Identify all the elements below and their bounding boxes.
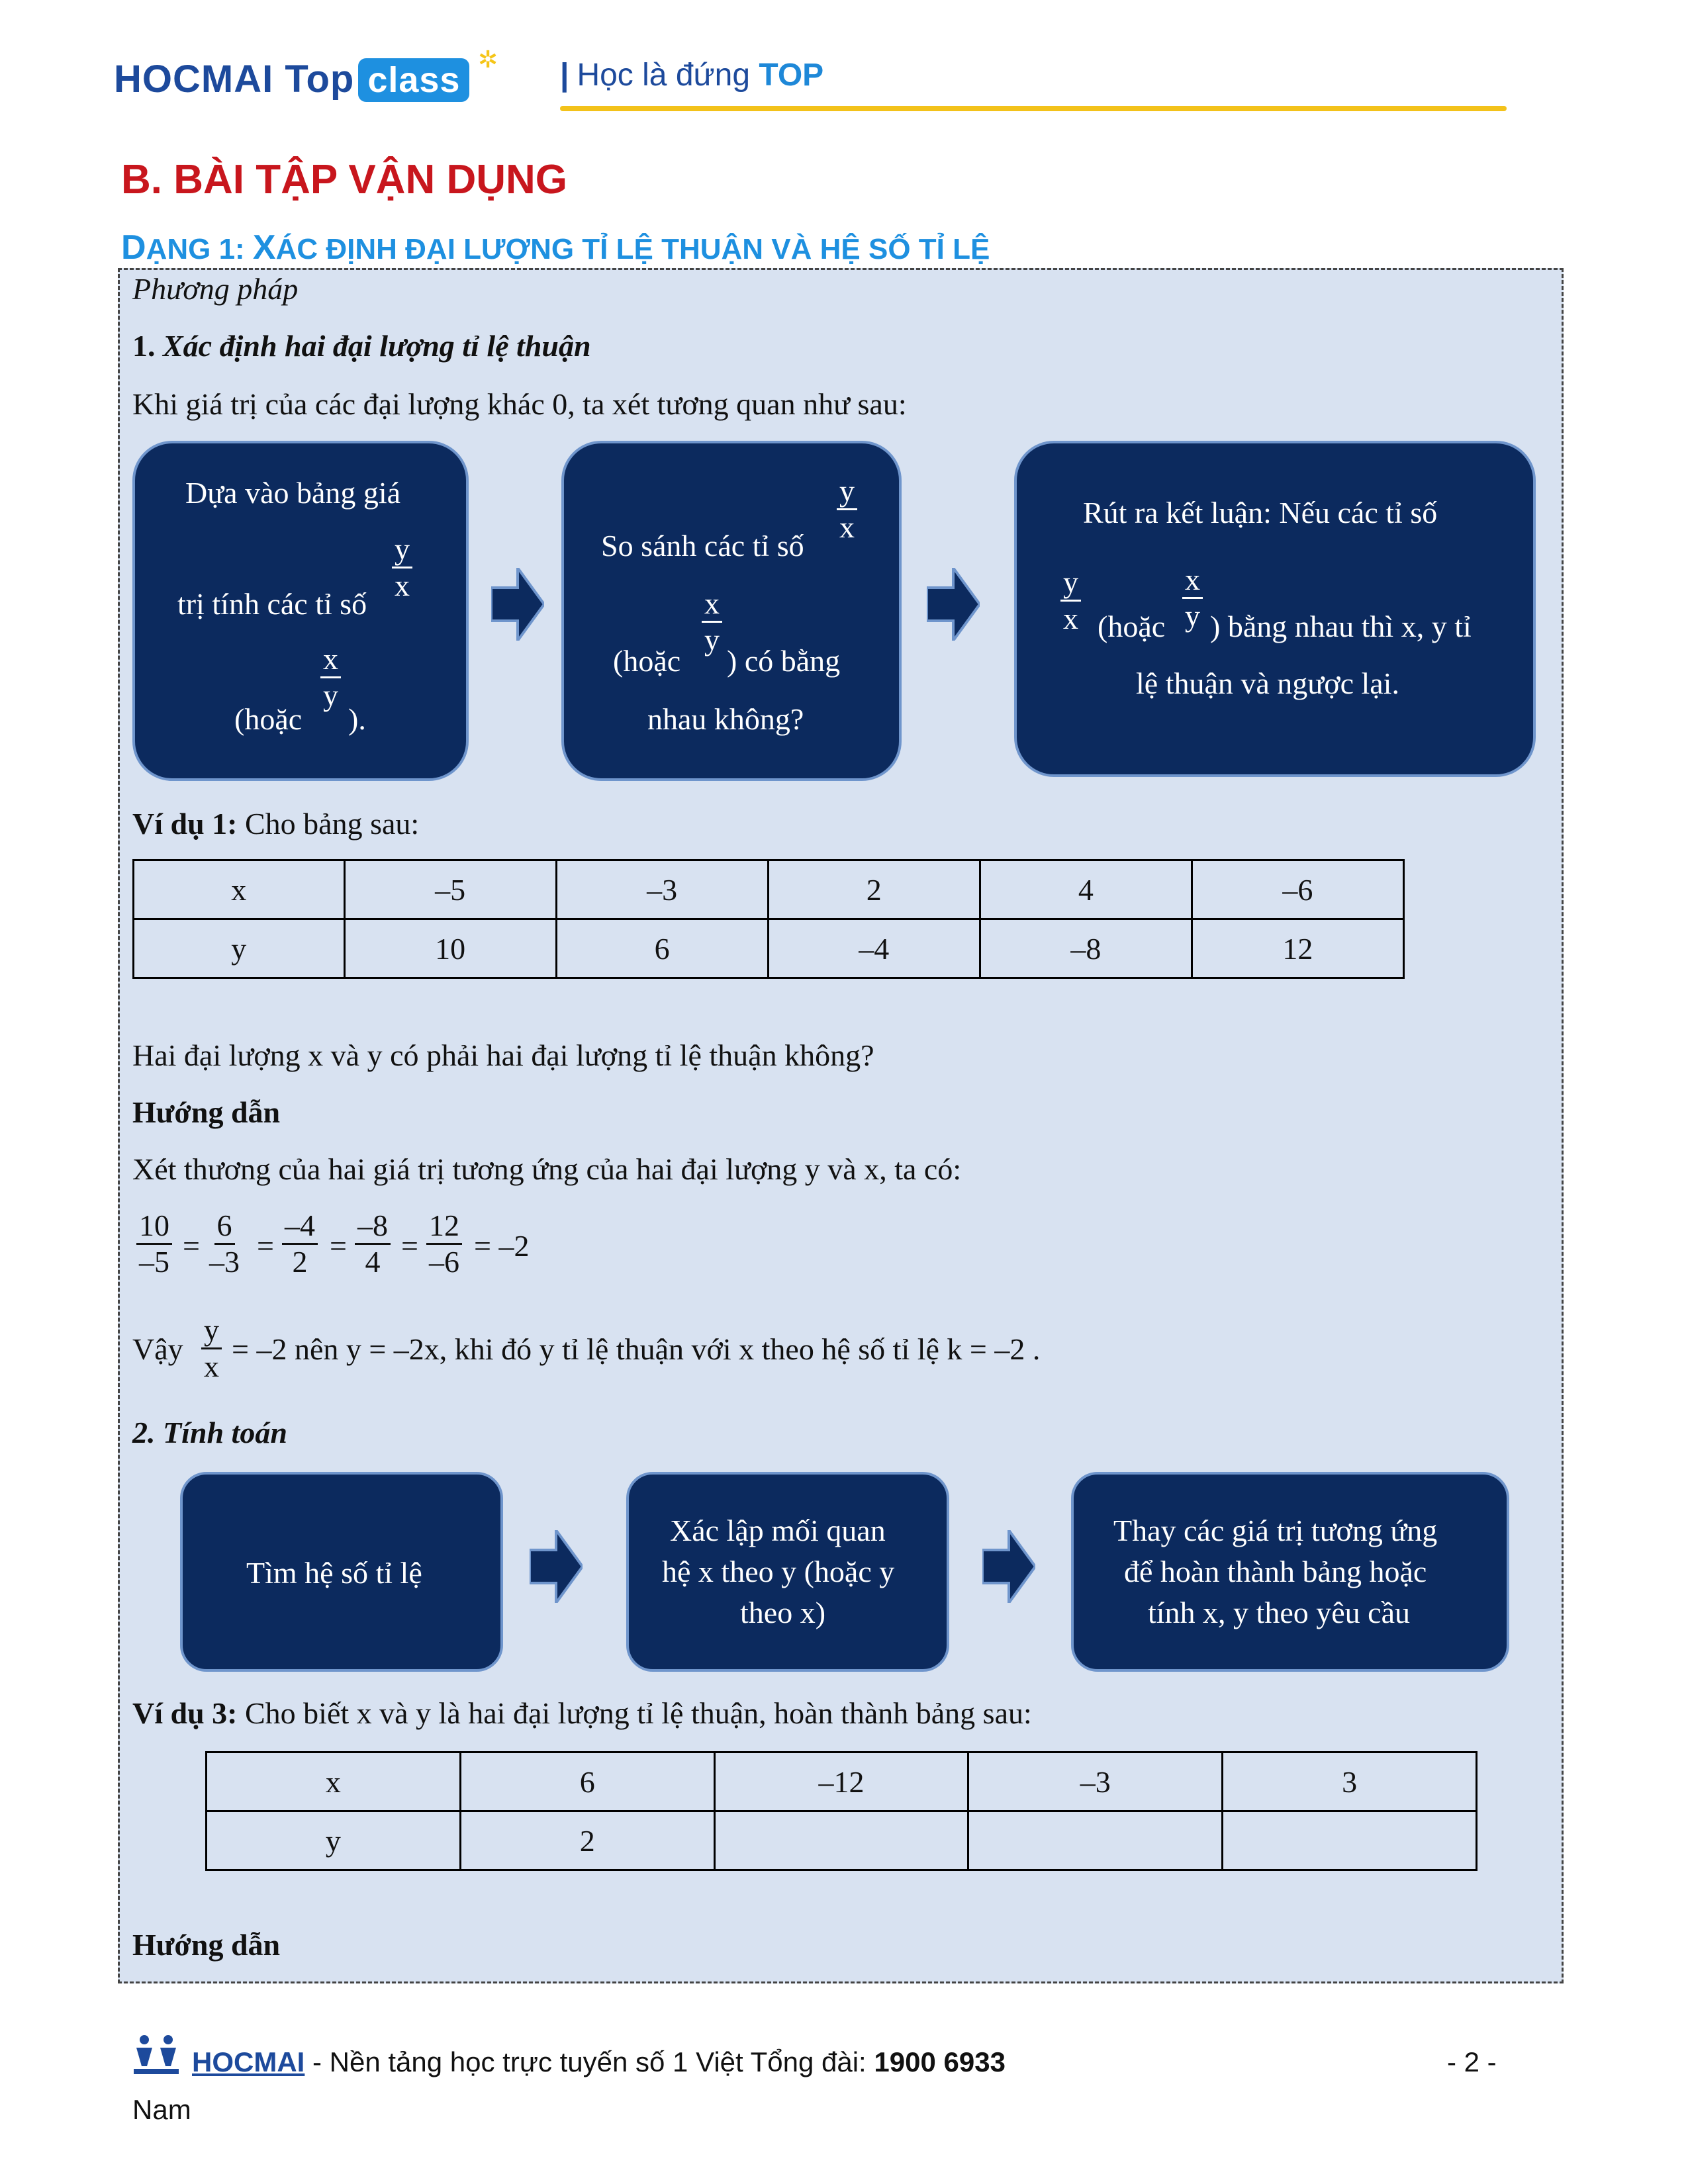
table-cell: –4 bbox=[768, 919, 980, 978]
table-cell: 12 bbox=[1192, 919, 1403, 978]
box3-line2b: ) bằng nhau thì x, y tỉ bbox=[1210, 610, 1472, 643]
table-cell: 4 bbox=[980, 860, 1192, 919]
arrow-right-icon bbox=[530, 1530, 583, 1603]
part1-title: 1. Xác định hai đại lượng tỉ lệ thuận bbox=[132, 329, 591, 363]
box6-line1: Thay các giá trị tương ứng bbox=[1113, 1514, 1438, 1547]
fraction: $\frac{-8}{4}$ bbox=[355, 1208, 391, 1279]
slogan-bold: TOP bbox=[759, 58, 824, 93]
frac-y-over-x: $\frac{y}{x}$ bbox=[392, 532, 412, 603]
table-row bbox=[207, 1811, 1477, 1870]
flow-box-6 bbox=[1071, 1472, 1509, 1672]
conclusion-post: = –2 nên y = –2x, khi đó y tỉ lệ thuận với x theo hệ số tỉ lệ k = –2 . bbox=[232, 1332, 1041, 1366]
table-cell bbox=[714, 1811, 968, 1870]
equals-sign: = bbox=[330, 1229, 347, 1263]
conclusion-pre: Vậy bbox=[132, 1332, 183, 1366]
table-cell: 2 bbox=[768, 860, 980, 919]
equals-sign: = bbox=[257, 1229, 274, 1263]
flow-box-5 bbox=[626, 1472, 949, 1672]
box1-line3b: ). bbox=[348, 702, 366, 736]
section-title: B. BÀI TẬP VẬN DỤNG bbox=[121, 157, 568, 203]
table-cell: x bbox=[134, 860, 345, 919]
frac-x-over-y: $\frac{x}{y}$ bbox=[702, 586, 722, 657]
box2-line1: So sánh các tỉ số bbox=[601, 529, 804, 563]
footer-brand-link[interactable]: HOCMAI bbox=[192, 2046, 305, 2077]
frac-x-over-y: $\frac{x}{y}$ bbox=[1182, 563, 1203, 633]
vd3-guide: Hướng dẫn bbox=[132, 1928, 281, 1962]
vd1-guide: Hướng dẫn bbox=[132, 1095, 281, 1129]
vd1-question: Hai đại lượng x và y có phải hai đại lượng tỉ lệ thuận không? bbox=[132, 1038, 874, 1072]
box1-line2: trị tính các tỉ số bbox=[177, 587, 367, 621]
box3-line2a: (hoặc bbox=[1098, 610, 1166, 643]
table-cell: 6 bbox=[556, 919, 768, 978]
hocmai-logo bbox=[114, 57, 469, 102]
frac-y-over-x: $\frac{y}{x}$ bbox=[1060, 565, 1081, 636]
equals-sign: = bbox=[183, 1229, 200, 1263]
box5-line3: theo x) bbox=[740, 1596, 826, 1629]
table-row bbox=[207, 1752, 1477, 1811]
fraction: $\frac{10}{-5}$ bbox=[136, 1208, 172, 1279]
logo-main: HOCMAI bbox=[114, 58, 274, 101]
slogan: | Học là đứng TOP bbox=[560, 58, 824, 93]
vd3-table bbox=[205, 1751, 1477, 1871]
table-cell bbox=[1223, 1811, 1477, 1870]
box2-line2a: (hoặc bbox=[613, 644, 681, 678]
box2-line2b: ) có bằng bbox=[727, 644, 841, 678]
footer-text: HOCMAI - Nền tảng học trực tuyến số 1 Việt Tổng đài: 1900 6933 bbox=[192, 2046, 1006, 2077]
frac-x-over-y: $\frac{x}{y}$ bbox=[320, 642, 341, 713]
frac-y-over-x: $\frac{y}{x}$ bbox=[201, 1313, 222, 1384]
box6-line2: để hoàn thành bảng hoặc bbox=[1124, 1555, 1427, 1588]
slogan-prefix: Học là đứng bbox=[577, 58, 751, 93]
box5-line1: Xác lập mối quan bbox=[670, 1514, 886, 1547]
box5-line2: hệ x theo y (hoặc y bbox=[662, 1555, 895, 1588]
table-cell: 2 bbox=[460, 1811, 714, 1870]
flow-box-1 bbox=[132, 441, 469, 781]
fraction: $\frac{-4}{2}$ bbox=[282, 1208, 318, 1279]
table-cell: –3 bbox=[968, 1752, 1223, 1811]
fraction: $\frac{12}{-6}$ bbox=[426, 1208, 462, 1279]
table-cell bbox=[968, 1811, 1223, 1870]
method-label: Phương pháp bbox=[132, 272, 299, 306]
table-cell: –8 bbox=[980, 919, 1192, 978]
page-number: - 2 - bbox=[1447, 2046, 1497, 2077]
part1-intro: Khi giá trị của các đại lượng khác 0, ta xét tương quan như sau: bbox=[132, 387, 907, 421]
arrow-right-icon bbox=[982, 1530, 1035, 1603]
table-cell: 3 bbox=[1223, 1752, 1477, 1811]
box3-line1: Rút ra kết luận: Nếu các tỉ số bbox=[1083, 496, 1438, 529]
sun-icon: ✲ bbox=[478, 46, 498, 73]
flow-box-3 bbox=[1014, 441, 1536, 777]
table-cell: x bbox=[207, 1752, 461, 1811]
header-rule bbox=[560, 106, 1507, 111]
table-row bbox=[134, 919, 1404, 978]
table-cell: –5 bbox=[344, 860, 556, 919]
vd1-heading: Ví dụ 1: Cho bảng sau: bbox=[132, 807, 420, 841]
box1-line1: Dựa vào bảng giá bbox=[185, 476, 401, 510]
hocmai-people-icon bbox=[132, 2033, 180, 2075]
equals-sign: = bbox=[401, 1229, 418, 1263]
result-value: = –2 bbox=[474, 1229, 530, 1263]
flow-box-4 bbox=[180, 1472, 503, 1672]
arrow-right-icon bbox=[927, 568, 980, 641]
box2-line3: nhau không? bbox=[647, 702, 804, 736]
arrow-right-icon bbox=[491, 568, 544, 641]
table-row bbox=[134, 860, 1404, 919]
table-cell: y bbox=[134, 919, 345, 978]
table-cell: –6 bbox=[1192, 860, 1403, 919]
logo-class: class bbox=[358, 58, 469, 102]
flow-box-2 bbox=[561, 441, 902, 781]
table-cell: 10 bbox=[344, 919, 556, 978]
box3-line3: lệ thuận và ngược lại. bbox=[1136, 666, 1399, 700]
table-cell: y bbox=[207, 1811, 461, 1870]
footer-cont: Nam bbox=[132, 2094, 191, 2125]
vd3-heading: Ví dụ 3: Cho biết x và y là hai đại lượng tỉ lệ thuận, hoàn thành bảng sau: bbox=[132, 1696, 1032, 1730]
logo-top: Top bbox=[285, 58, 355, 101]
table-cell: –3 bbox=[556, 860, 768, 919]
frac-y-over-x: $\frac{y}{x}$ bbox=[837, 474, 857, 545]
part2-title: 2. Tính toán bbox=[132, 1416, 287, 1449]
box1-line3: (hoặc bbox=[234, 702, 303, 736]
vd1-consider: Xét thương của hai giá trị tương ứng của hai đại lượng y và x, ta có: bbox=[132, 1152, 962, 1186]
dang1-heading: DẠNG 1: XÁC ĐỊNH ĐẠI LƯỢNG TỈ LỆ THUẬN VÀ HỆ SỐ TỈ LỆ bbox=[121, 228, 990, 267]
box4-text: Tìm hệ số tỉ lệ bbox=[246, 1556, 422, 1590]
fraction: $\frac{6}{-3}$ bbox=[209, 1208, 240, 1279]
table-cell: 6 bbox=[460, 1752, 714, 1811]
table-cell: –12 bbox=[714, 1752, 968, 1811]
box6-line3: tính x, y theo yêu cầu bbox=[1148, 1596, 1411, 1629]
vd1-table bbox=[132, 859, 1405, 979]
